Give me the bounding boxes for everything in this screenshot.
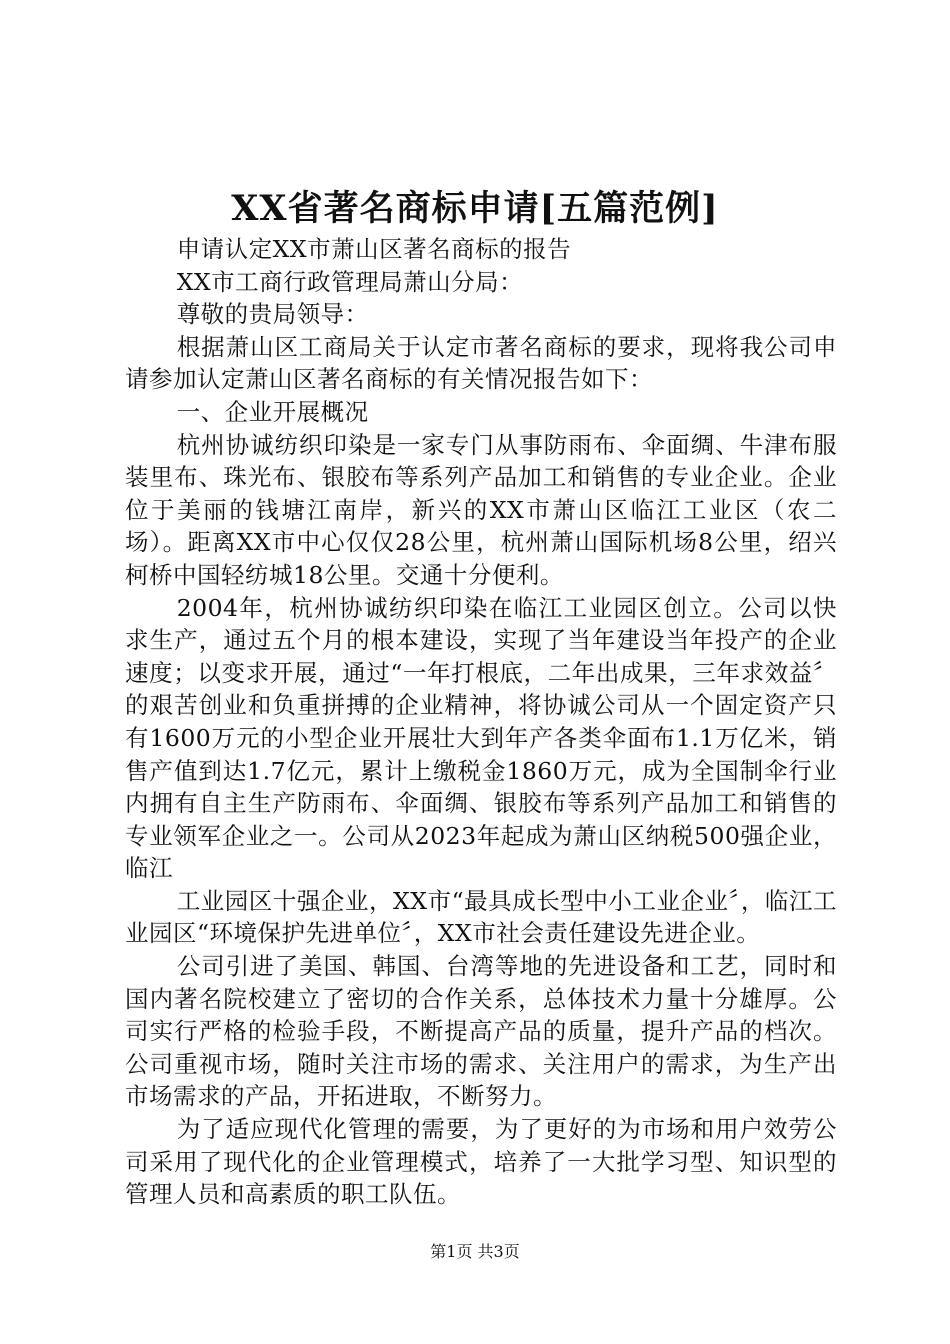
paragraph: 公司引进了美国、韩国、台湾等地的先进设备和工艺，同时和国内著名院校建立了密切的合作关系，总体技术力量十分雄厚。公司实行严格的检验手段，不断提高产品的质量，提升产品的档次。公司重视市场，随时关注市场的需求、关注用户的需求，为生产出市场需求的产品，开拓进取，不断努力。 bbox=[125, 952, 837, 1111]
page-number: 第1页 共3页 bbox=[430, 1242, 520, 1261]
report-heading: 申请认定XX市萧山区著名商标的报告 bbox=[176, 235, 572, 263]
paragraph: 杭州协诚纺织印染是一家专门从事防雨布、伞面绸、牛津布服装里布、珠光布、银胶布等系列产品加工和销售的专业企业。企业位于美丽的钱塘江南岸，新兴的XX市萧山区临江工业区（农二场）。距离XX市中心仅仅28公里，杭州萧山国际机场8公里，绍兴柯桥中国轻纺城18公里。交通十分便利。 bbox=[125, 430, 837, 589]
recipient-line: XX市工商行政管理局萧山分局： bbox=[176, 267, 524, 296]
paragraph: 工业园区十强企业，XX市“最具成长型中小工业企业〞，临江工业园区“环境保护先进单位〞，XX市社会责任建设先进企业。 bbox=[125, 886, 837, 948]
section-heading: 一、企业开展概况 bbox=[176, 397, 369, 426]
document-title: XX省著名商标申请[五篇范例] bbox=[231, 188, 719, 229]
salutation: 尊敬的贵局领导： bbox=[176, 300, 369, 329]
paragraph: 根据萧山区工商局关于认定市著名商标的要求，现将我公司申请参加认定萧山区著名商标的有关情况报告如下： bbox=[125, 332, 837, 394]
paragraph: 为了适应现代化管理的需要，为了更好的为市场和用户效劳公司采用了现代化的企业管理模式，培养了一大批学习型、知识型的管理人员和高素质的职工队伍。 bbox=[125, 1115, 837, 1209]
document-body bbox=[125, 233, 837, 1211]
paragraph: 2004年，杭州协诚纺织印染在临江工业园区创立。公司以快求生产，通过五个月的根本建设，实现了当年建设当年投产的企业速度；以变求开展，通过“一年打根底，二年出成果，三年求效益〞的艰苦创业和负重拼搏的企业精神，将协诚公司从一个固定资产只有1600万元的小型企业开展壮大到年产各类伞面布1.1万亿米，销售产值到达1.7亿元，累计上缴税金1860万元，成为全国制伞行业内拥有自主生产防雨布、伞面绸、银胶布等系列产品加工和销售的专业领军企业之一。公司从2023年起成为萧山区纳税500强企业，临江 bbox=[125, 593, 837, 883]
